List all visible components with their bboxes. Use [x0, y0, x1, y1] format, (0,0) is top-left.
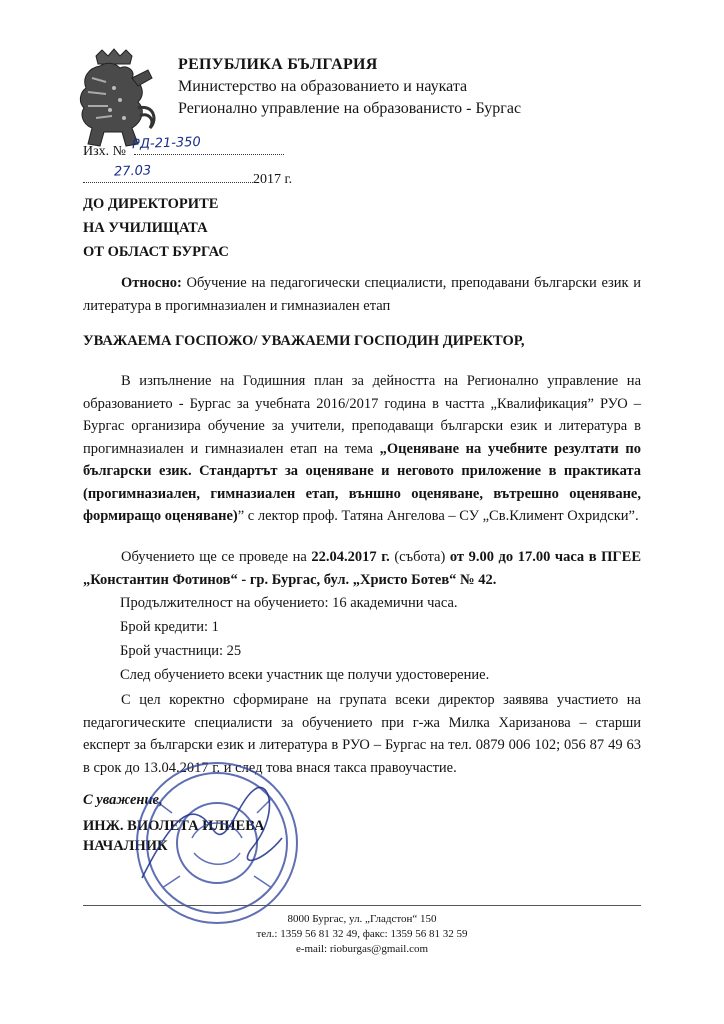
- footer-address: 8000 Бургас, ул. „Гладстон“ 150: [287, 913, 437, 925]
- training-weekday: (събота): [389, 549, 450, 565]
- body-paragraph-2: [83, 546, 641, 591]
- footer-phones: тел.: 1359 56 81 32 49, факс: 1359 56 81 32 59: [256, 928, 468, 940]
- letterhead: [178, 56, 521, 122]
- country-name: РЕПУБЛИКА БЪЛГАРИЯ: [178, 56, 378, 73]
- training-topic: „Оценяване на учебните резултати по български език. Стандартът за оценяване и неговото приложение в практиката (прогимназиален, гимназиален етап, външно оценяване, вътрешно оценяване, формиращо оценяване): [83, 440, 641, 524]
- salutation: УВАЖАЕМА ГОСПОЖО/ УВАЖАЕМИ ГОСПОДИН ДИРЕКТОР,: [83, 333, 525, 349]
- addressee-line-3: ОТ ОБЛАСТ БУРГАС: [83, 244, 229, 260]
- subject-text: Обучение на педагогически специалисти, преподавани български език и литература в прогимназиален и гимназиален етап: [83, 275, 641, 314]
- addressee-line-1: ДО ДИРЕКТОРИТЕ: [83, 196, 219, 212]
- reference-number-handwritten: РД-21-350: [131, 134, 201, 153]
- body-paragraph-1-intro: В изпълнение на Годишния план за дейността на Регионално управление на образованието - Бургас за учебната 2016/2017 година в частта „Квалификация” РУО – Бургас организира обучение за учители, преподаващи български език и литература в прогимназиален и гимназиален етап на тема: [83, 373, 641, 457]
- body-paragraph-1-lecturer: ” с лектор проф. Татяна Ангелова – СУ „Св.Климент Охридски”.: [237, 508, 639, 524]
- reference-date-handwritten: 27.03: [113, 163, 152, 180]
- footer: [0, 912, 724, 957]
- signatory-name: ИНЖ. ВИОЛЕТА ИЛИЕВА: [83, 818, 265, 834]
- training-time-place: от 9.00 до 17.00 часа в ПГЕЕ „Константин Фотинов“ - гр. Бургас, бул. „Христо Ботев“ № 42.: [83, 549, 641, 588]
- body-paragraph-3: С цел коректно сформиране на групата всеки директор заявява участието на педагогическите специалисти за обучението при г-жа Милка Харизанова – старши експерт за български език и литература в РУО – Бургас на тел. 0879 006 102; 056 87 49 63 в срок до 13.04.2017 г. и след това внася такса правоучастие.: [83, 692, 641, 776]
- addressee-line-2: НА УЧИЛИЩАТА: [83, 220, 208, 236]
- training-date: 22.04.2017 г.: [311, 549, 390, 565]
- closing-regards: С уважение,: [83, 792, 163, 808]
- ministry-name: Министерство на образованието и науката: [178, 78, 468, 95]
- office-name: Регионално управление на образованисто - Бургас: [178, 100, 522, 117]
- training-credits: Брой кредити: 1: [120, 619, 219, 635]
- subject-label: Относно:: [121, 275, 182, 291]
- body-paragraph-2-intro: Обучението ще се проведе на: [121, 549, 312, 565]
- reference-date-dots: [83, 168, 253, 183]
- round-seal-stamp: [132, 758, 302, 928]
- reference-number-label: Изх. №: [83, 144, 126, 159]
- training-duration: Продължителност на обучението: 16 академични часа.: [120, 595, 458, 611]
- training-certificate: След обучението всеки участник ще получи удостоверение.: [120, 667, 490, 683]
- subject-paragraph: [83, 272, 641, 317]
- signatory-title: НАЧАЛНИК: [83, 838, 168, 854]
- training-participants: Брой участници: 25: [120, 643, 242, 659]
- reference-year: 2017 г.: [253, 172, 293, 187]
- body-paragraph-1: [83, 370, 641, 528]
- footer-rule: [83, 905, 641, 906]
- footer-email: e-mail: rioburgas@gmail.com: [295, 943, 429, 955]
